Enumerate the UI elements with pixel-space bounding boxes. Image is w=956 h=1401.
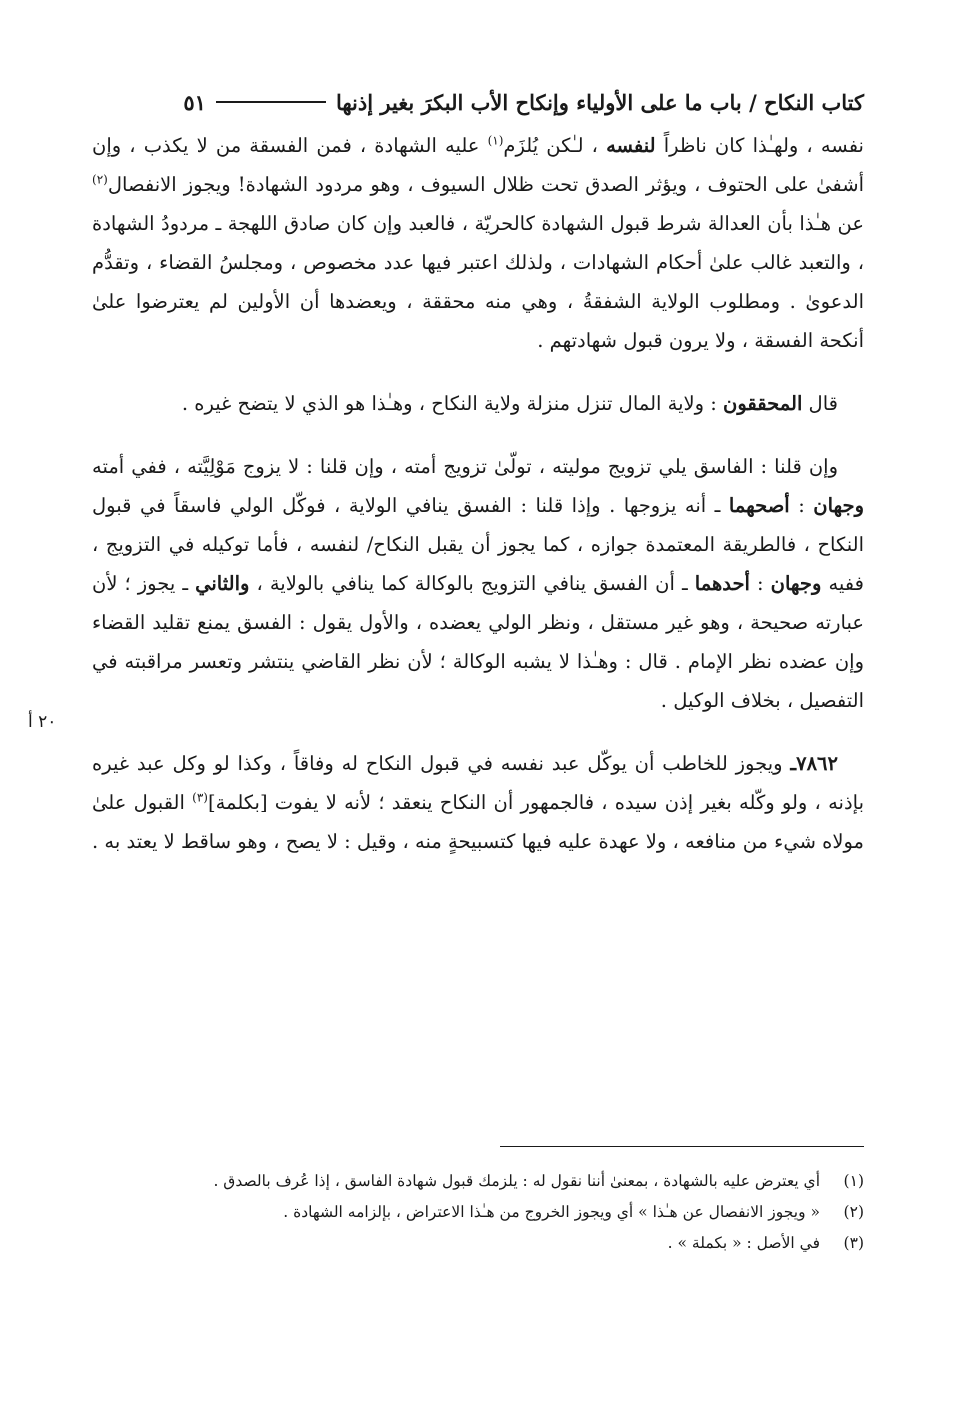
footnote-ref-3: (٣)	[192, 790, 208, 805]
paragraph-1: نفسه ، ولهـٰذا كان ناظراً لنفسه ، لـٰكن يُلزَم$^{(١)}$ عليه الشهادة ، فمن الفسقة من لا يكذب ، وإن أشفىٰ على الحتوف ، ويؤثر الصدق تحت ظلال السيوف ، وهو مردود الشهادة! ويجوز الانفصال$^{(٢)}$ عن هـٰذا بأن العدالة شرط قبول الشهادة كالحريّة ، فالعبد وإن كان صادق اللهجة ـ مردودُ الشهادة ، والتعبد غالب علىٰ أحكام الشهادات ، ولذلك اعتبر فيها عدد مخصوص ، ومجلسُ القضاء ، وتقدُّم الدعوىٰ . ومطلوب الولاية الشفقةُ ، وهي منه محققة ، ويعضدها أن الأولين لم يعترضوا علىٰ أنكحة الفسقة ، ولا يرون قبول شهادتهم .	[92, 133, 864, 352]
footnotes	[92, 1166, 864, 1259]
main-text	[92, 126, 864, 861]
page-number: ٥١	[183, 89, 206, 115]
paragraph-2: قال المحققون : ولاية المال تنزل منزلة ولاية النكاح ، وهـٰذا هو الذي لا يتضح غيره .	[181, 392, 838, 415]
footnote-separator	[500, 1146, 864, 1147]
header-rule	[216, 101, 326, 103]
paragraph-4: ٧٨٦٢ـ ويجوز للخاطب أن يوكّل عبد نفسه في قبول النكاح له وفاقاً ، وكذا لو وكل عبد غيره بإذنه ، ولو وكّله بغير إذن سيده ، فالجمهور أن النكاح ينعقد ؛ لأنه لا يفوت [بكلمة]$^{(٣)}$ القبول علىٰ مولاه شيء من منافعه ، ولا عهدة عليه فيها كتسبيحةٍ منه ، وقيل : لا يصح ، وهو ساقط لا يعتد به .	[92, 752, 864, 853]
footnote-3: (٣) في الأصل : « بكملة » .	[667, 1234, 864, 1252]
running-header	[112, 82, 864, 122]
footnote-2: (٢) « ويجوز الانفصال عن هـٰذا » أي ويجوز الخروج من هـٰذا الاعتراض ، بإلزامه الشهادة .	[283, 1203, 864, 1221]
header-title: كتاب النكاح / باب ما على الأولياء وإنكاح الأب البكرَ بغير إذنها	[335, 89, 864, 115]
footnote-ref-1: (١)	[487, 133, 504, 148]
margin-folio-note: ٢٠ أ	[28, 712, 57, 732]
paragraph-3: وإن قلنا : الفاسق يلي تزويج موليته ، تولّىٰ تزويج أمته ، وإن قلنا : لا يزوج مَوْلِيَّته ، ففي أمته وجهان : أصحهما ـ أنه يزوجها . وإذا قلنا : الفسق ينافي الولاية ، فوكّل الولي فاسقاً في قبول النكاح ، فالطريقة المعتمدة جوازه ، كما يجوز أن يقبل النكاح/ لنفسه ، فأما توكيله في التزويج ، ففيه وجهان : أحدهما ـ أن الفسق ينافي التزويج بالوكالة كما ينافي بالولاية ، والثاني ـ يجوز ؛ لأن عبارته صحيحة ، وهو غير مستقل ، ونظر الولي يعضده ، والأول يقول : الفسق يمنع تقليد القضاء وإن عضده نظر الإمام . قال : وهـٰذا لا يشبه الوكالة ؛ لأن نظر القاضي ينتشر وتعسر مراقبته في التفصيل ، بخلاف الوكيل .	[92, 455, 864, 712]
issue-number: ٧٨٦٢ـ	[790, 752, 838, 775]
footnote-1: (١) أي يعترض عليه بالشهادة ، بمعنىٰ أننا نقول له : يلزمك قبول شهادة الفاسق ، إذا عُرف بالصدق .	[213, 1172, 864, 1190]
footnote-ref-2: (٢)	[92, 172, 108, 187]
